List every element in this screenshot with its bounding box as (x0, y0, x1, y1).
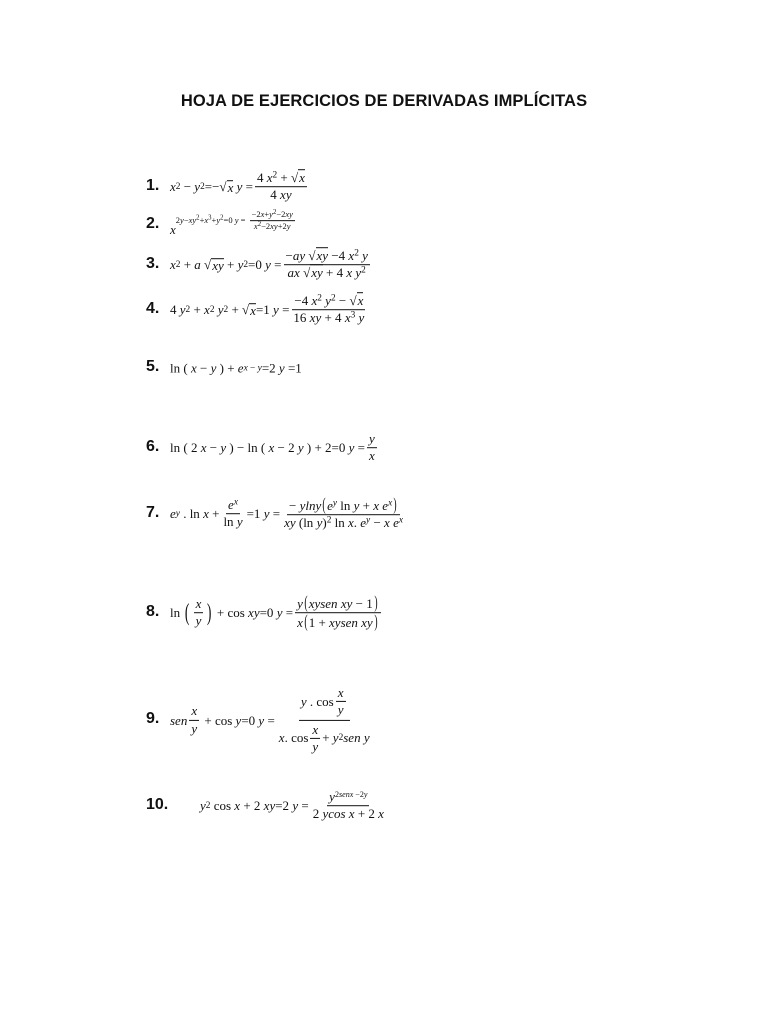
exercise-equation: x 2 + a √ xy + y 2 =0 y = $\frac{-ay √xy -4 x^2 y}{ax √xy + 4 x y^2}$ (170, 248, 368, 281)
exercise-equation: x 2 − y 2 =− √ x y = $\frac{4 x^2 + √x}{4 xy}$ (170, 170, 305, 203)
exercise-equation: ln ( 2 x − y ) − ln ( x − 2 y ) + 2=0 y = $\frac{y}{x}$ (170, 431, 375, 464)
exercise-equation: ln ( x − y ) + e x − y =2 y =1 (170, 360, 302, 376)
exercise-number: 2. (146, 215, 160, 232)
exercise-equation: sen $\frac{x}{y}$ + cos y =0 y = y . cos $\frac{x}{y}$ x . cos $\frac{x}{y}$ + y 2 sen y (170, 684, 370, 754)
exercise-number: 3. (146, 255, 160, 272)
exercise-equation: 4 y 2 + x 2 y 2 + √ x =1 y = $\frac{-4 x^2 y^2 - √x}{16 xy + 4 x^3 y}$ (170, 293, 365, 326)
exercise-number: 6. (146, 438, 160, 455)
exercise-number: 9. (146, 710, 160, 727)
exercise-equation: ln ( $\frac{x}{y}$ ) + cos xy =0 y = $\frac{\text{y(xysen xy − 1)}}{\text{x(1 + xysen xy)}}$ (170, 594, 383, 632)
exercise-number: 8. (146, 603, 160, 620)
exercise-number: 5. (146, 358, 160, 375)
exercise-number: 7. (146, 504, 160, 521)
exercise-number: 4. (146, 300, 160, 317)
page-title: HOJA DE EJERCICIOS DE DERIVADAS IMPLÍCITAS (180, 92, 588, 110)
exercise-equation: y 2 cos x + 2 xy =2 y = $\frac{y^{2senx -2y}}{\text{2 ycos x + 2 x}}$ (200, 789, 384, 822)
exercise-number: 10. (146, 796, 169, 813)
exercise-number: 1. (146, 177, 160, 194)
exercise-equation: x $2y-xy^2+x^3+y^2=0$ y = $\frac{-2x+y^2-2xy}{x^2-2xy+2y}$ (170, 208, 293, 238)
exercise-equation: e y . ln x + $\frac{e^x}{\text{ln y}}$ =1 y = $\frac{- ylny(e^y \ln y + x e^x)}{xy (\ln y)^2 \ln x. e^y - x e^x}$ (170, 494, 404, 531)
